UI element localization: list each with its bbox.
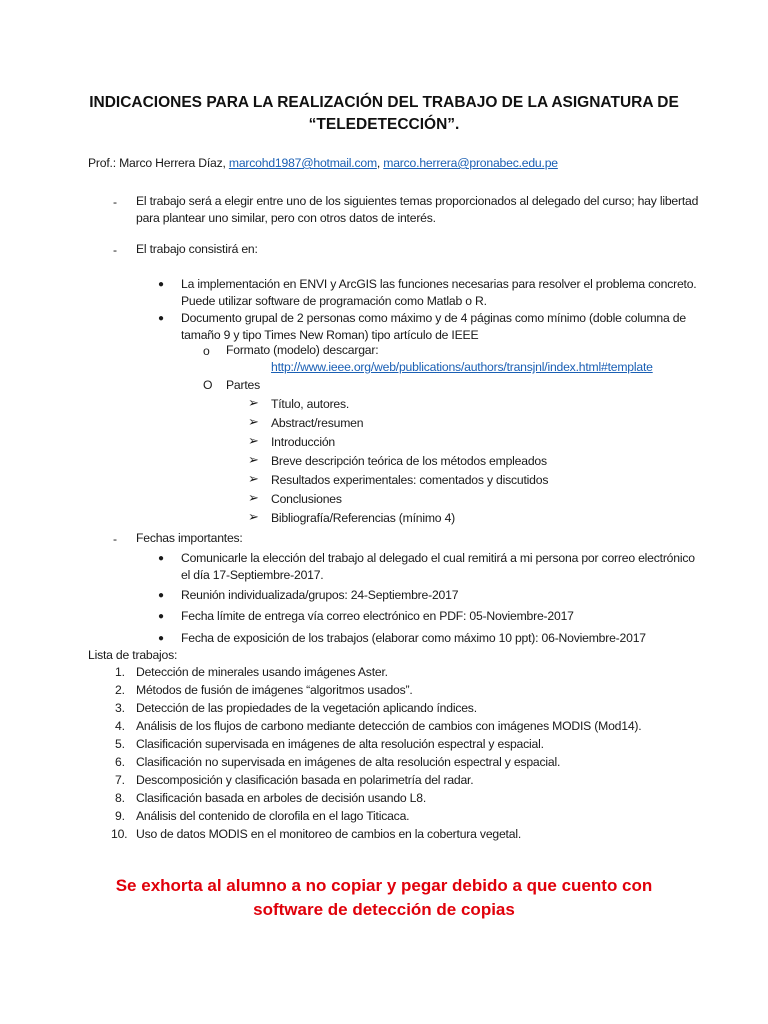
arrow-bullet-icon: ➢ [248,509,259,524]
work-item: Detección de las propiedades de la vegetación aplicando índices. [136,701,477,715]
bullet-dot: ● [158,313,165,324]
bullet-dot: ● [158,553,165,564]
item2-bullet2-line-1: Documento grupal de 2 personas como máximo y de 4 páginas como mínimo (doble columna de [181,311,686,325]
warning-line-1: Se exhorta al alumno a no copiar y pegar debido a que cuento con [115,876,653,895]
work-number: 2. [115,683,125,697]
item2-bullet1-line-1: La implementación en ENVI y ArcGIS las funciones necesarias para resolver el problema concreto. [181,277,697,291]
bullet-dot: ● [158,633,165,644]
warning-line-2: software de detección de copias [253,900,515,919]
bullet-dot: ● [158,279,165,290]
work-number: 4. [115,719,125,733]
professor-line [88,156,558,170]
work-item: Detección de minerales usando imágenes Aster. [136,665,388,679]
professor-email-hotmail-link[interactable]: marcohd1987@hotmail.com [228,156,377,170]
item2-label: El trabajo consistirá en: [136,242,258,256]
bullet-dot: ● [158,611,165,622]
item1-text-line-2: para plantear uno similar, pero con otros datos de interés. [136,211,436,225]
professor-email-pronabec-link[interactable]: marco.herrera@pronabec.edu.pe [383,156,558,170]
arrow-bullet-icon: ➢ [248,433,259,448]
arrow-bullet-icon: ➢ [248,471,259,486]
parts-item: Bibliografía/Referencias (mínimo 4) [271,511,456,525]
dates-label: Fechas importantes: [136,531,243,545]
work-item: Métodos de fusión de imágenes “algoritmos usados”. [136,683,413,697]
dash-marker: - [113,243,118,257]
work-item: Análisis de los flujos de carbono mediante detección de cambios con imágenes MODIS (Mod14). [136,719,642,733]
parts-item: Introducción [271,435,335,449]
work-number: 7. [115,773,125,787]
professor-name: Prof.: Marco Herrera Díaz, [88,156,229,170]
bullet-dot: ● [158,590,165,601]
parts-item: Abstract/resumen [271,416,364,430]
page-title-line-1: INDICACIONES PARA LA REALIZACIÓN DEL TRABAJO DE LA ASIGNATURA DE [89,94,679,111]
dash-marker: - [113,532,118,546]
work-number: 9. [115,809,125,823]
work-item: Clasificación supervisada en imágenes de alta resolución espectral y espacial. [136,737,544,751]
work-number: 5. [115,737,125,751]
date-item: Fecha de exposición de los trabajos (elaborar como máximo 10 ppt): 06-Noviembre-2017 [181,631,646,645]
date-item: Reunión individualizada/grupos: 24-Septiembre-2017 [181,588,459,602]
work-item: Análisis del contenido de clorofila en el lago Titicaca. [136,809,410,823]
format-label: Formato (modelo) descargar: [226,343,379,357]
work-number: 8. [115,791,125,805]
parts-item: Conclusiones [271,492,342,506]
sub-bullet-marker: O [203,378,213,392]
ieee-template-link[interactable]: http://www.ieee.org/web/publications/authors/transjnl/index.html#template [271,360,653,374]
work-item: Descomposición y clasificación basada en polarimetría del radar. [136,773,474,787]
date-item: Fecha límite de entrega vía correo electrónico en PDF: 05-Noviembre-2017 [181,609,574,623]
works-label: Lista de trabajos: [88,648,178,662]
dash-marker: - [113,195,118,209]
parts-item: Título, autores. [271,397,350,411]
page-title-line-2: “TELEDETECCIÓN”. [308,116,460,133]
parts-label: Partes [226,378,261,392]
work-item: Clasificación basada en arboles de decisión usando L8. [136,791,427,805]
work-number: 1. [115,665,125,679]
email-separator: , [376,156,384,170]
item2-bullet1-line-2: Puede utilizar software de programación como Matlab o R. [181,294,487,308]
date-item-line-2: el día 17-Septiembre-2017. [181,568,324,582]
item1-text-line-1: El trabajo será a elegir entre uno de los siguientes temas proporcionados al delegado del curso; hay libertad [136,194,699,208]
work-item: Uso de datos MODIS en el monitoreo de cambios en la cobertura vegetal. [136,827,522,841]
parts-item: Resultados experimentales: comentados y discutidos [271,473,549,487]
arrow-bullet-icon: ➢ [248,490,259,505]
arrow-bullet-icon: ➢ [248,414,259,429]
work-number: 6. [115,755,125,769]
date-item-line-1: Comunicarle la elección del trabajo al delegado el cual remitirá a mi persona por correo electrónico [181,551,695,565]
work-number: 10. [111,827,128,841]
item2-bullet2-line-2: tamaño 9 y tipo Times New Roman) tipo artículo de IEEE [181,328,479,342]
parts-item: Breve descripción teórica de los métodos empleados [271,454,547,468]
sub-bullet-marker: o [203,344,210,358]
work-number: 3. [115,701,125,715]
arrow-bullet-icon: ➢ [248,452,259,467]
work-item: Clasificación no supervisada en imágenes de alta resolución espectral y espacial. [136,755,561,769]
arrow-bullet-icon: ➢ [248,395,259,410]
